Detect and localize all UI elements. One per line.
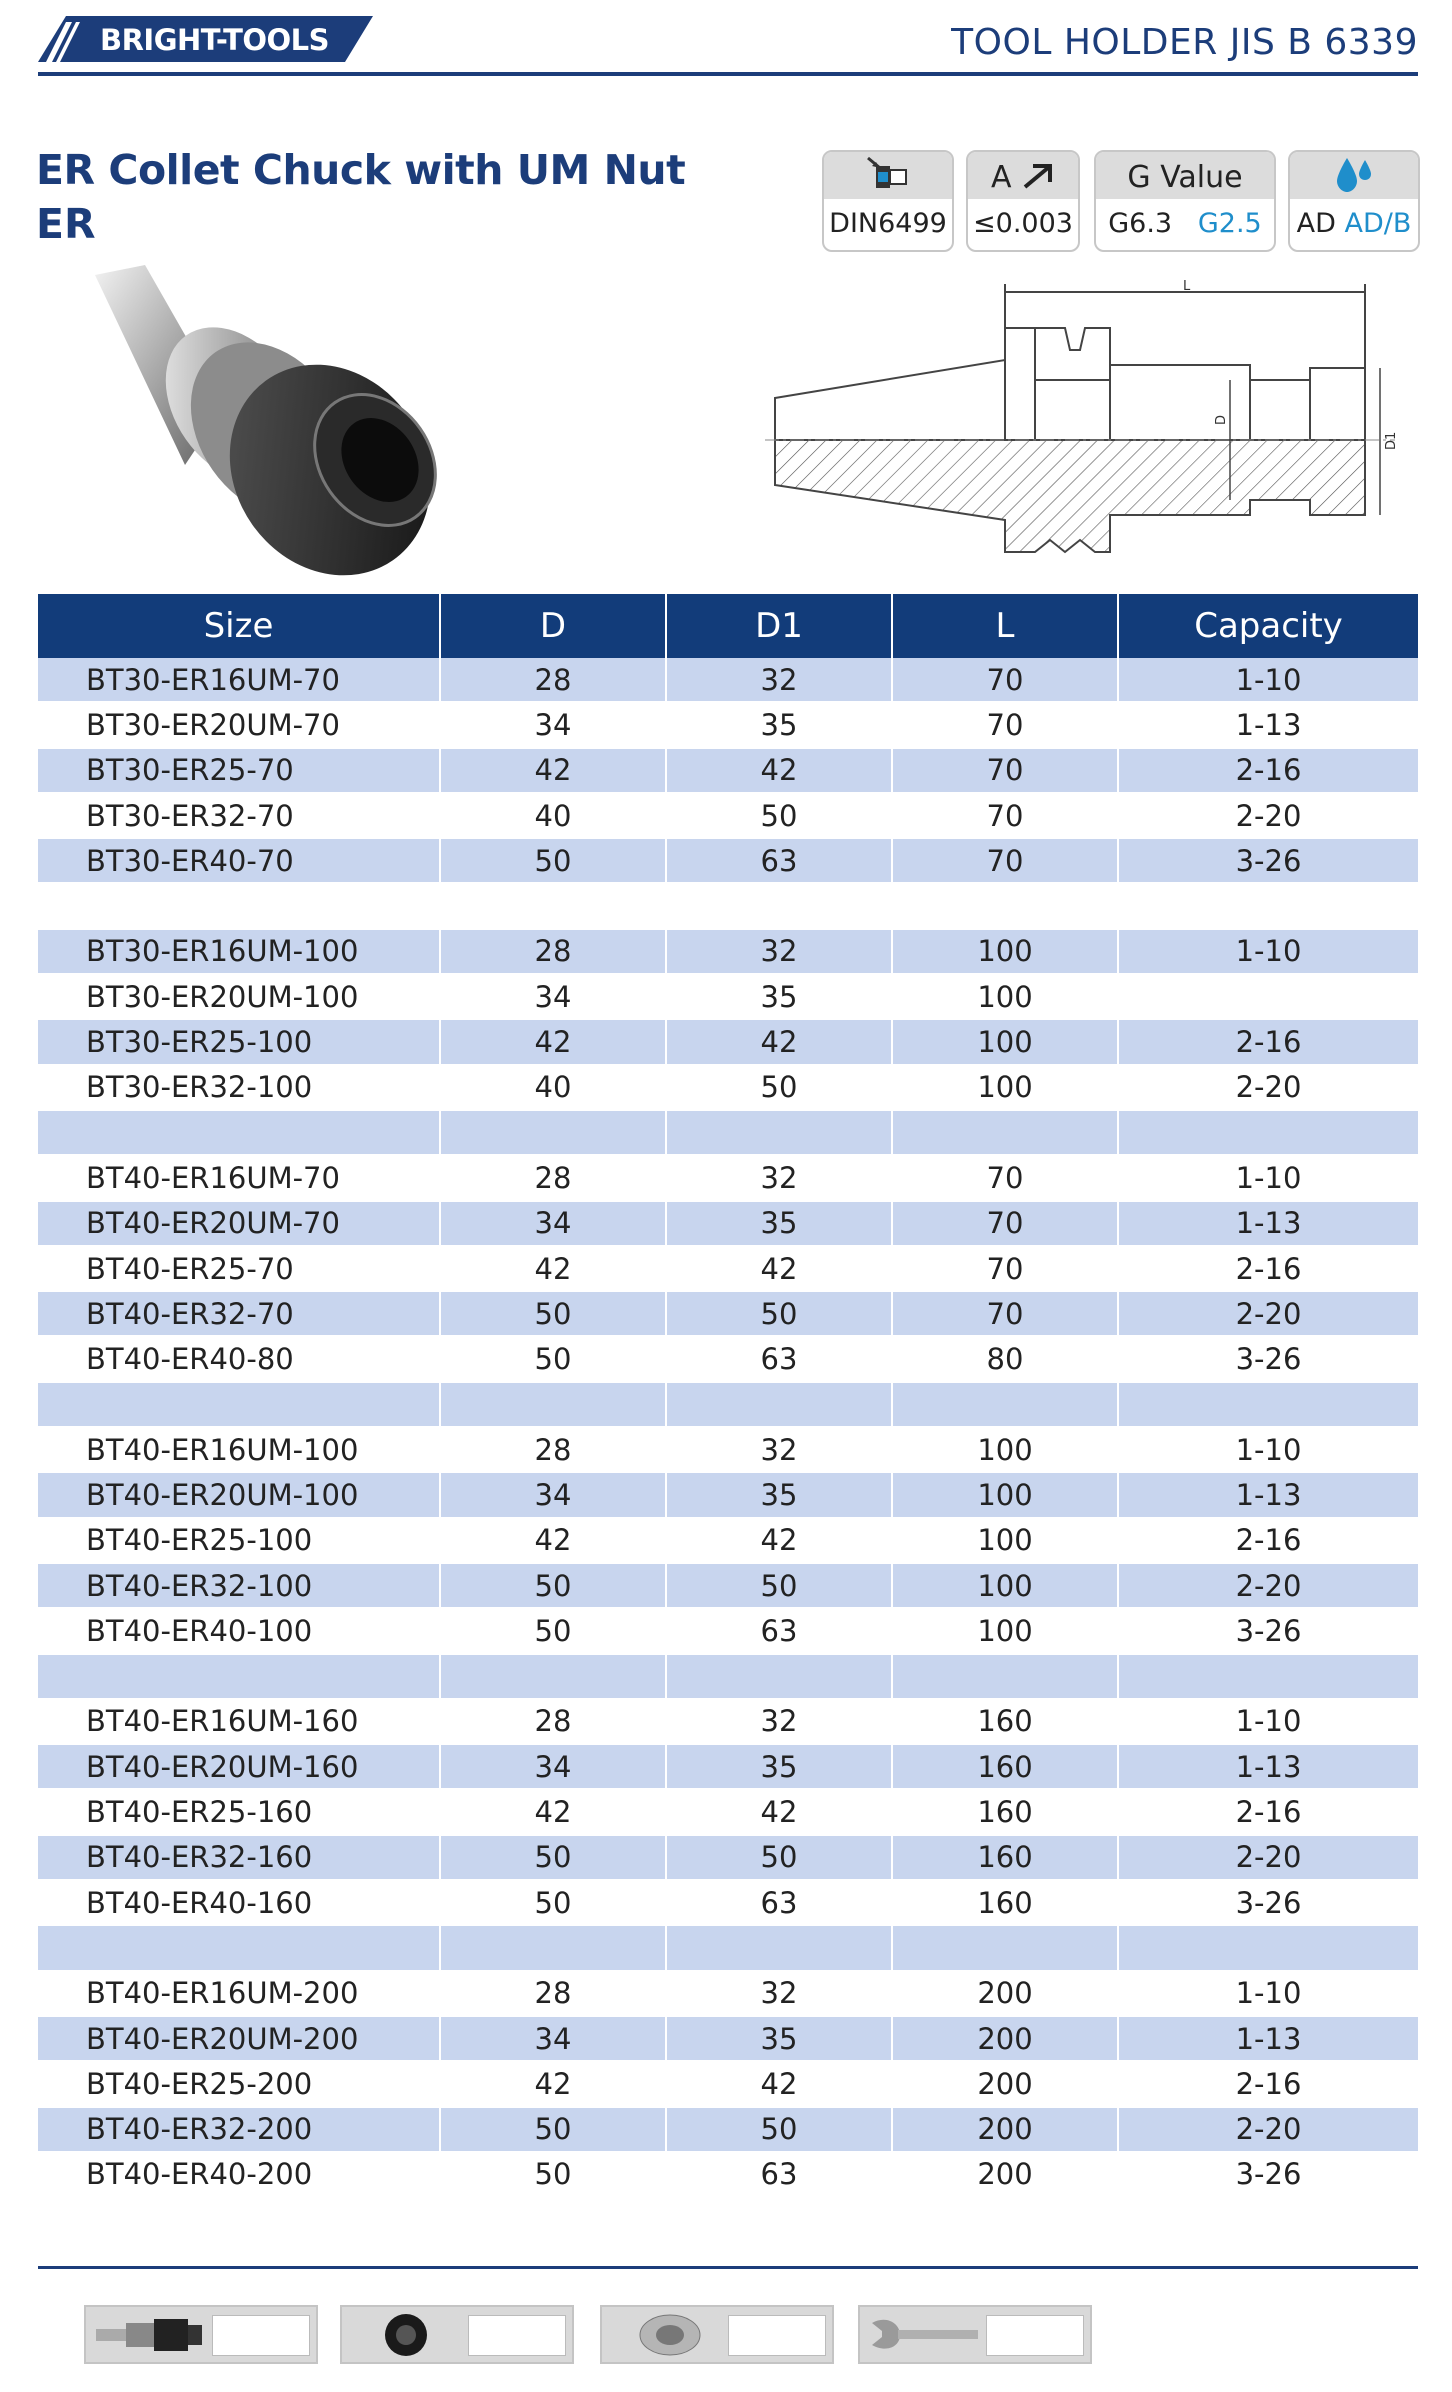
cell-size: BT40-ER25-200 <box>38 2061 440 2106</box>
cell-l: 100 <box>892 1065 1118 1110</box>
spec-standard-header <box>824 152 952 199</box>
cell-size: BT40-ER20UM-160 <box>38 1744 440 1789</box>
accessory-label-blank <box>212 2315 310 2356</box>
cell-size: BT40-ER16UM-100 <box>38 1427 440 1472</box>
col-capacity: Capacity <box>1118 594 1418 658</box>
cell-d: 28 <box>440 1427 666 1472</box>
cell-size: BT40-ER20UM-70 <box>38 1201 440 1246</box>
cell-capacity: 2-20 <box>1118 1065 1418 1110</box>
cell-d: 50 <box>440 1608 666 1653</box>
table-row <box>38 1155 1418 1200</box>
table-row <box>38 1291 1418 1336</box>
cell-capacity: 1-13 <box>1118 2016 1418 2061</box>
cell-d1: 32 <box>666 1427 892 1472</box>
cell-d: 28 <box>440 1155 666 1200</box>
spec-balance-g63: G6.3 <box>1108 208 1173 239</box>
table-row <box>38 883 1418 928</box>
cell-l <box>892 1382 1118 1427</box>
cell-capacity <box>1118 1382 1418 1427</box>
accessory-label-blank <box>468 2315 566 2356</box>
cell-d1: 35 <box>666 1744 892 1789</box>
cell-d1: 35 <box>666 974 892 1019</box>
cell-capacity <box>1118 974 1418 1019</box>
cell-d1 <box>666 1925 892 1970</box>
cell-size: BT40-ER25-70 <box>38 1246 440 1291</box>
cell-size <box>38 883 440 928</box>
product-photo <box>75 255 515 585</box>
cell-size: BT40-ER40-100 <box>38 1608 440 1653</box>
cell-l: 70 <box>892 1246 1118 1291</box>
cell-size: BT40-ER40-200 <box>38 2152 440 2197</box>
table-row <box>38 1563 1418 1608</box>
cell-d: 40 <box>440 793 666 838</box>
cell-capacity: 3-26 <box>1118 1608 1418 1653</box>
cell-d1: 32 <box>666 1971 892 2016</box>
table-row <box>38 1608 1418 1653</box>
cell-d1 <box>666 1110 892 1155</box>
dim-L-label: L <box>1183 280 1191 294</box>
cell-capacity: 2-20 <box>1118 1291 1418 1336</box>
cell-capacity: 2-20 <box>1118 1563 1418 1608</box>
cell-d: 42 <box>440 1246 666 1291</box>
cell-l: 160 <box>892 1699 1118 1744</box>
cell-capacity: 3-26 <box>1118 2152 1418 2197</box>
cell-l: 100 <box>892 1472 1118 1517</box>
cell-l: 200 <box>892 2107 1118 2152</box>
cell-d1: 42 <box>666 748 892 793</box>
cell-d1: 42 <box>666 1246 892 1291</box>
cell-d1: 42 <box>666 1019 892 1064</box>
er-collet-icon <box>608 2311 726 2358</box>
cell-size: BT30-ER25-100 <box>38 1019 440 1064</box>
cell-size: BT40-ER32-100 <box>38 1563 440 1608</box>
cell-d: 50 <box>440 2152 666 2197</box>
cell-l: 100 <box>892 1019 1118 1064</box>
cell-d1: 35 <box>666 1472 892 1517</box>
dim-D-label: D <box>1214 414 1229 425</box>
cell-d1: 42 <box>666 1789 892 1834</box>
cell-d: 28 <box>440 929 666 974</box>
cell-d: 42 <box>440 1789 666 1834</box>
cell-size <box>38 1382 440 1427</box>
table-row <box>38 1925 1418 1970</box>
cell-d: 34 <box>440 974 666 1019</box>
accessory-pull-stud <box>84 2305 318 2364</box>
cell-d1 <box>666 1382 892 1427</box>
cell-capacity: 2-16 <box>1118 748 1418 793</box>
cell-l: 70 <box>892 793 1118 838</box>
wrench-icon <box>866 2311 984 2358</box>
cell-l: 100 <box>892 929 1118 974</box>
table-row <box>38 1880 1418 1925</box>
cell-d1: 50 <box>666 793 892 838</box>
cell-capacity: 1-10 <box>1118 658 1418 702</box>
cell-d: 34 <box>440 1744 666 1789</box>
table-row <box>38 748 1418 793</box>
table-header-row <box>38 594 1418 658</box>
spec-balance-g25: G2.5 <box>1197 208 1262 239</box>
cell-d1 <box>666 1654 892 1699</box>
cell-l: 160 <box>892 1880 1118 1925</box>
cell-d1: 42 <box>666 2061 892 2106</box>
cell-size: BT30-ER16UM-70 <box>38 658 440 702</box>
cell-d <box>440 1382 666 1427</box>
cell-d: 34 <box>440 1201 666 1246</box>
cell-size: BT30-ER20UM-100 <box>38 974 440 1019</box>
cell-size <box>38 1654 440 1699</box>
spec-balance-value <box>1096 199 1274 248</box>
col-d: D <box>440 594 666 658</box>
spec-standard <box>822 150 954 252</box>
cell-d: 34 <box>440 1472 666 1517</box>
pull-stud-icon <box>92 2311 210 2358</box>
table-body <box>38 658 1418 2197</box>
cell-d1: 32 <box>666 658 892 702</box>
cell-l <box>892 1654 1118 1699</box>
cell-d: 42 <box>440 1019 666 1064</box>
cell-d1: 50 <box>666 1835 892 1880</box>
cell-capacity: 2-16 <box>1118 1246 1418 1291</box>
col-d1: D1 <box>666 594 892 658</box>
cell-size: BT40-ER25-100 <box>38 1518 440 1563</box>
spec-coolant-value <box>1290 199 1418 248</box>
table-row <box>38 1336 1418 1381</box>
cell-capacity: 1-10 <box>1118 1155 1418 1200</box>
cell-capacity: 1-13 <box>1118 702 1418 747</box>
table-row <box>38 793 1418 838</box>
table-row <box>38 1835 1418 1880</box>
cell-capacity: 1-13 <box>1118 1744 1418 1789</box>
cell-l <box>892 1925 1118 1970</box>
col-size: Size <box>38 594 440 658</box>
col-l: L <box>892 594 1118 658</box>
table-row <box>38 1246 1418 1291</box>
accessory-label-blank <box>986 2315 1084 2356</box>
cell-l: 80 <box>892 1336 1118 1381</box>
cell-capacity: 1-10 <box>1118 929 1418 974</box>
spec-table <box>38 594 1418 2198</box>
product-subtitle: ER <box>36 200 96 248</box>
table-row <box>38 929 1418 974</box>
cell-d <box>440 883 666 928</box>
cell-l: 160 <box>892 1744 1118 1789</box>
um-nut-icon <box>348 2311 466 2358</box>
cell-d <box>440 1654 666 1699</box>
cell-l: 70 <box>892 748 1118 793</box>
cell-size: BT40-ER16UM-200 <box>38 1971 440 2016</box>
cell-l: 200 <box>892 1971 1118 2016</box>
cell-d1: 63 <box>666 2152 892 2197</box>
coolant-drops-icon <box>1329 152 1379 196</box>
spec-standard-value: DIN6499 <box>829 208 947 239</box>
spec-coolant <box>1288 150 1420 252</box>
cell-d: 50 <box>440 2107 666 2152</box>
table-row <box>38 2152 1418 2197</box>
spec-accuracy-value: ≤0.003 <box>973 208 1073 239</box>
cell-capacity: 1-10 <box>1118 1427 1418 1472</box>
cell-d1: 32 <box>666 1155 892 1200</box>
table-row <box>38 1065 1418 1110</box>
cell-d: 50 <box>440 1563 666 1608</box>
cell-d: 34 <box>440 702 666 747</box>
cell-size: BT40-ER20UM-100 <box>38 1472 440 1517</box>
cell-l: 200 <box>892 2061 1118 2106</box>
accessory-um-nut <box>340 2305 574 2364</box>
table-row <box>38 1427 1418 1472</box>
product-title: ER Collet Chuck with UM Nut <box>36 146 686 194</box>
cell-d: 50 <box>440 838 666 883</box>
cell-capacity: 2-16 <box>1118 1518 1418 1563</box>
cell-d: 50 <box>440 1336 666 1381</box>
cell-l: 70 <box>892 702 1118 747</box>
brand-name: BRIGHT-TOOLS <box>100 23 330 57</box>
cell-d: 34 <box>440 2016 666 2061</box>
table-row <box>38 2061 1418 2106</box>
table-row <box>38 1472 1418 1517</box>
cell-capacity: 2-16 <box>1118 2061 1418 2106</box>
accessory-er-collet <box>600 2305 834 2364</box>
cell-l: 160 <box>892 1789 1118 1834</box>
cell-d: 42 <box>440 748 666 793</box>
footer-divider <box>38 2266 1418 2269</box>
cell-size: BT30-ER40-70 <box>38 838 440 883</box>
cell-capacity <box>1118 1925 1418 1970</box>
cell-size: BT40-ER40-160 <box>38 1880 440 1925</box>
table-row <box>38 1382 1418 1427</box>
spec-balance-header: G Value <box>1096 152 1274 199</box>
cell-d1: 50 <box>666 1291 892 1336</box>
table-row <box>38 1789 1418 1834</box>
cell-size: BT40-ER32-70 <box>38 1291 440 1336</box>
cell-d1: 35 <box>666 2016 892 2061</box>
cell-size: BT40-ER16UM-70 <box>38 1155 440 1200</box>
cell-size: BT30-ER32-70 <box>38 793 440 838</box>
spec-accuracy <box>966 150 1080 252</box>
cell-capacity: 1-13 <box>1118 1472 1418 1517</box>
cell-size: BT30-ER25-70 <box>38 748 440 793</box>
cell-size <box>38 1110 440 1155</box>
cell-d: 40 <box>440 1065 666 1110</box>
cell-d: 42 <box>440 1518 666 1563</box>
table-row <box>38 2016 1418 2061</box>
cell-size: BT40-ER40-80 <box>38 1336 440 1381</box>
cell-l: 100 <box>892 974 1118 1019</box>
spec-accuracy-header <box>968 152 1078 199</box>
table-row <box>38 1019 1418 1064</box>
cell-l: 70 <box>892 838 1118 883</box>
cell-l: 160 <box>892 1835 1118 1880</box>
accessory-label-blank <box>728 2315 826 2356</box>
cell-d1: 35 <box>666 1201 892 1246</box>
spec-coolant-ad: AD <box>1296 208 1336 239</box>
cell-l: 70 <box>892 1201 1118 1246</box>
cell-size: BT30-ER20UM-70 <box>38 702 440 747</box>
cell-size: BT30-ER16UM-100 <box>38 929 440 974</box>
cell-l <box>892 1110 1118 1155</box>
document-title: TOOL HOLDER JIS B 6339 <box>951 22 1418 63</box>
cell-l: 100 <box>892 1608 1118 1653</box>
cell-d1: 32 <box>666 1699 892 1744</box>
table-row <box>38 1699 1418 1744</box>
cell-d1: 63 <box>666 1336 892 1381</box>
cell-d: 28 <box>440 1971 666 2016</box>
cell-d1: 63 <box>666 1880 892 1925</box>
cell-l: 70 <box>892 658 1118 702</box>
cell-size: BT40-ER32-160 <box>38 1835 440 1880</box>
cell-d <box>440 1110 666 1155</box>
cell-l: 100 <box>892 1563 1118 1608</box>
cell-d1: 35 <box>666 702 892 747</box>
cell-d1: 50 <box>666 2107 892 2152</box>
cell-capacity: 1-10 <box>1118 1971 1418 2016</box>
cell-capacity: 1-13 <box>1118 1201 1418 1246</box>
cell-capacity: 2-16 <box>1118 1019 1418 1064</box>
table-row <box>38 2107 1418 2152</box>
header-divider <box>38 72 1418 76</box>
cell-capacity: 2-20 <box>1118 793 1418 838</box>
table-row <box>38 1201 1418 1246</box>
cell-l: 70 <box>892 1155 1118 1200</box>
cell-l: 200 <box>892 2016 1118 2061</box>
table-row <box>38 838 1418 883</box>
cell-size <box>38 1925 440 1970</box>
cell-d: 50 <box>440 1880 666 1925</box>
spec-coolant-adb: AD/B <box>1344 208 1412 239</box>
brand-logo <box>38 16 373 62</box>
cell-l: 70 <box>892 1291 1118 1336</box>
cell-d: 28 <box>440 658 666 702</box>
cell-d: 50 <box>440 1835 666 1880</box>
spec-balance <box>1094 150 1276 252</box>
cell-capacity: 2-20 <box>1118 1835 1418 1880</box>
cell-capacity: 2-16 <box>1118 1789 1418 1834</box>
cell-size: BT40-ER20UM-200 <box>38 2016 440 2061</box>
table-row <box>38 1654 1418 1699</box>
cell-size: BT40-ER25-160 <box>38 1789 440 1834</box>
spec-accuracy-label: A <box>990 160 1012 195</box>
cell-size: BT40-ER16UM-160 <box>38 1699 440 1744</box>
technical-drawing <box>765 280 1425 575</box>
table-row <box>38 1744 1418 1789</box>
cell-capacity: 3-26 <box>1118 838 1418 883</box>
table-row <box>38 974 1418 1019</box>
arrow-diagonal-icon <box>1021 162 1055 190</box>
cell-capacity: 3-26 <box>1118 1336 1418 1381</box>
cell-size: BT30-ER32-100 <box>38 1065 440 1110</box>
cell-capacity: 2-20 <box>1118 2107 1418 2152</box>
cell-d: 42 <box>440 2061 666 2106</box>
accessory-wrench <box>858 2305 1092 2364</box>
table-row <box>38 1518 1418 1563</box>
cell-capacity: 1-10 <box>1118 1699 1418 1744</box>
cell-capacity: 3-26 <box>1118 1880 1418 1925</box>
cell-size: BT40-ER32-200 <box>38 2107 440 2152</box>
table-row <box>38 1110 1418 1155</box>
spec-coolant-header <box>1290 152 1418 199</box>
cell-l: 200 <box>892 2152 1118 2197</box>
cell-l: 100 <box>892 1518 1118 1563</box>
cell-d1: 50 <box>666 1563 892 1608</box>
cell-d: 50 <box>440 1291 666 1336</box>
cell-d1: 50 <box>666 1065 892 1110</box>
table-row <box>38 658 1418 702</box>
cell-capacity <box>1118 1110 1418 1155</box>
table-row <box>38 702 1418 747</box>
cell-d1: 32 <box>666 929 892 974</box>
cell-d <box>440 1925 666 1970</box>
cell-d1 <box>666 883 892 928</box>
dim-D1-label: D1 <box>1384 431 1399 450</box>
table-row <box>38 1971 1418 2016</box>
cell-d: 28 <box>440 1699 666 1744</box>
collet-icon <box>858 152 918 196</box>
cell-d1: 42 <box>666 1518 892 1563</box>
cell-l: 100 <box>892 1427 1118 1472</box>
cell-d1: 63 <box>666 838 892 883</box>
cell-capacity <box>1118 883 1418 928</box>
cell-d1: 63 <box>666 1608 892 1653</box>
cell-l <box>892 883 1118 928</box>
cell-capacity <box>1118 1654 1418 1699</box>
